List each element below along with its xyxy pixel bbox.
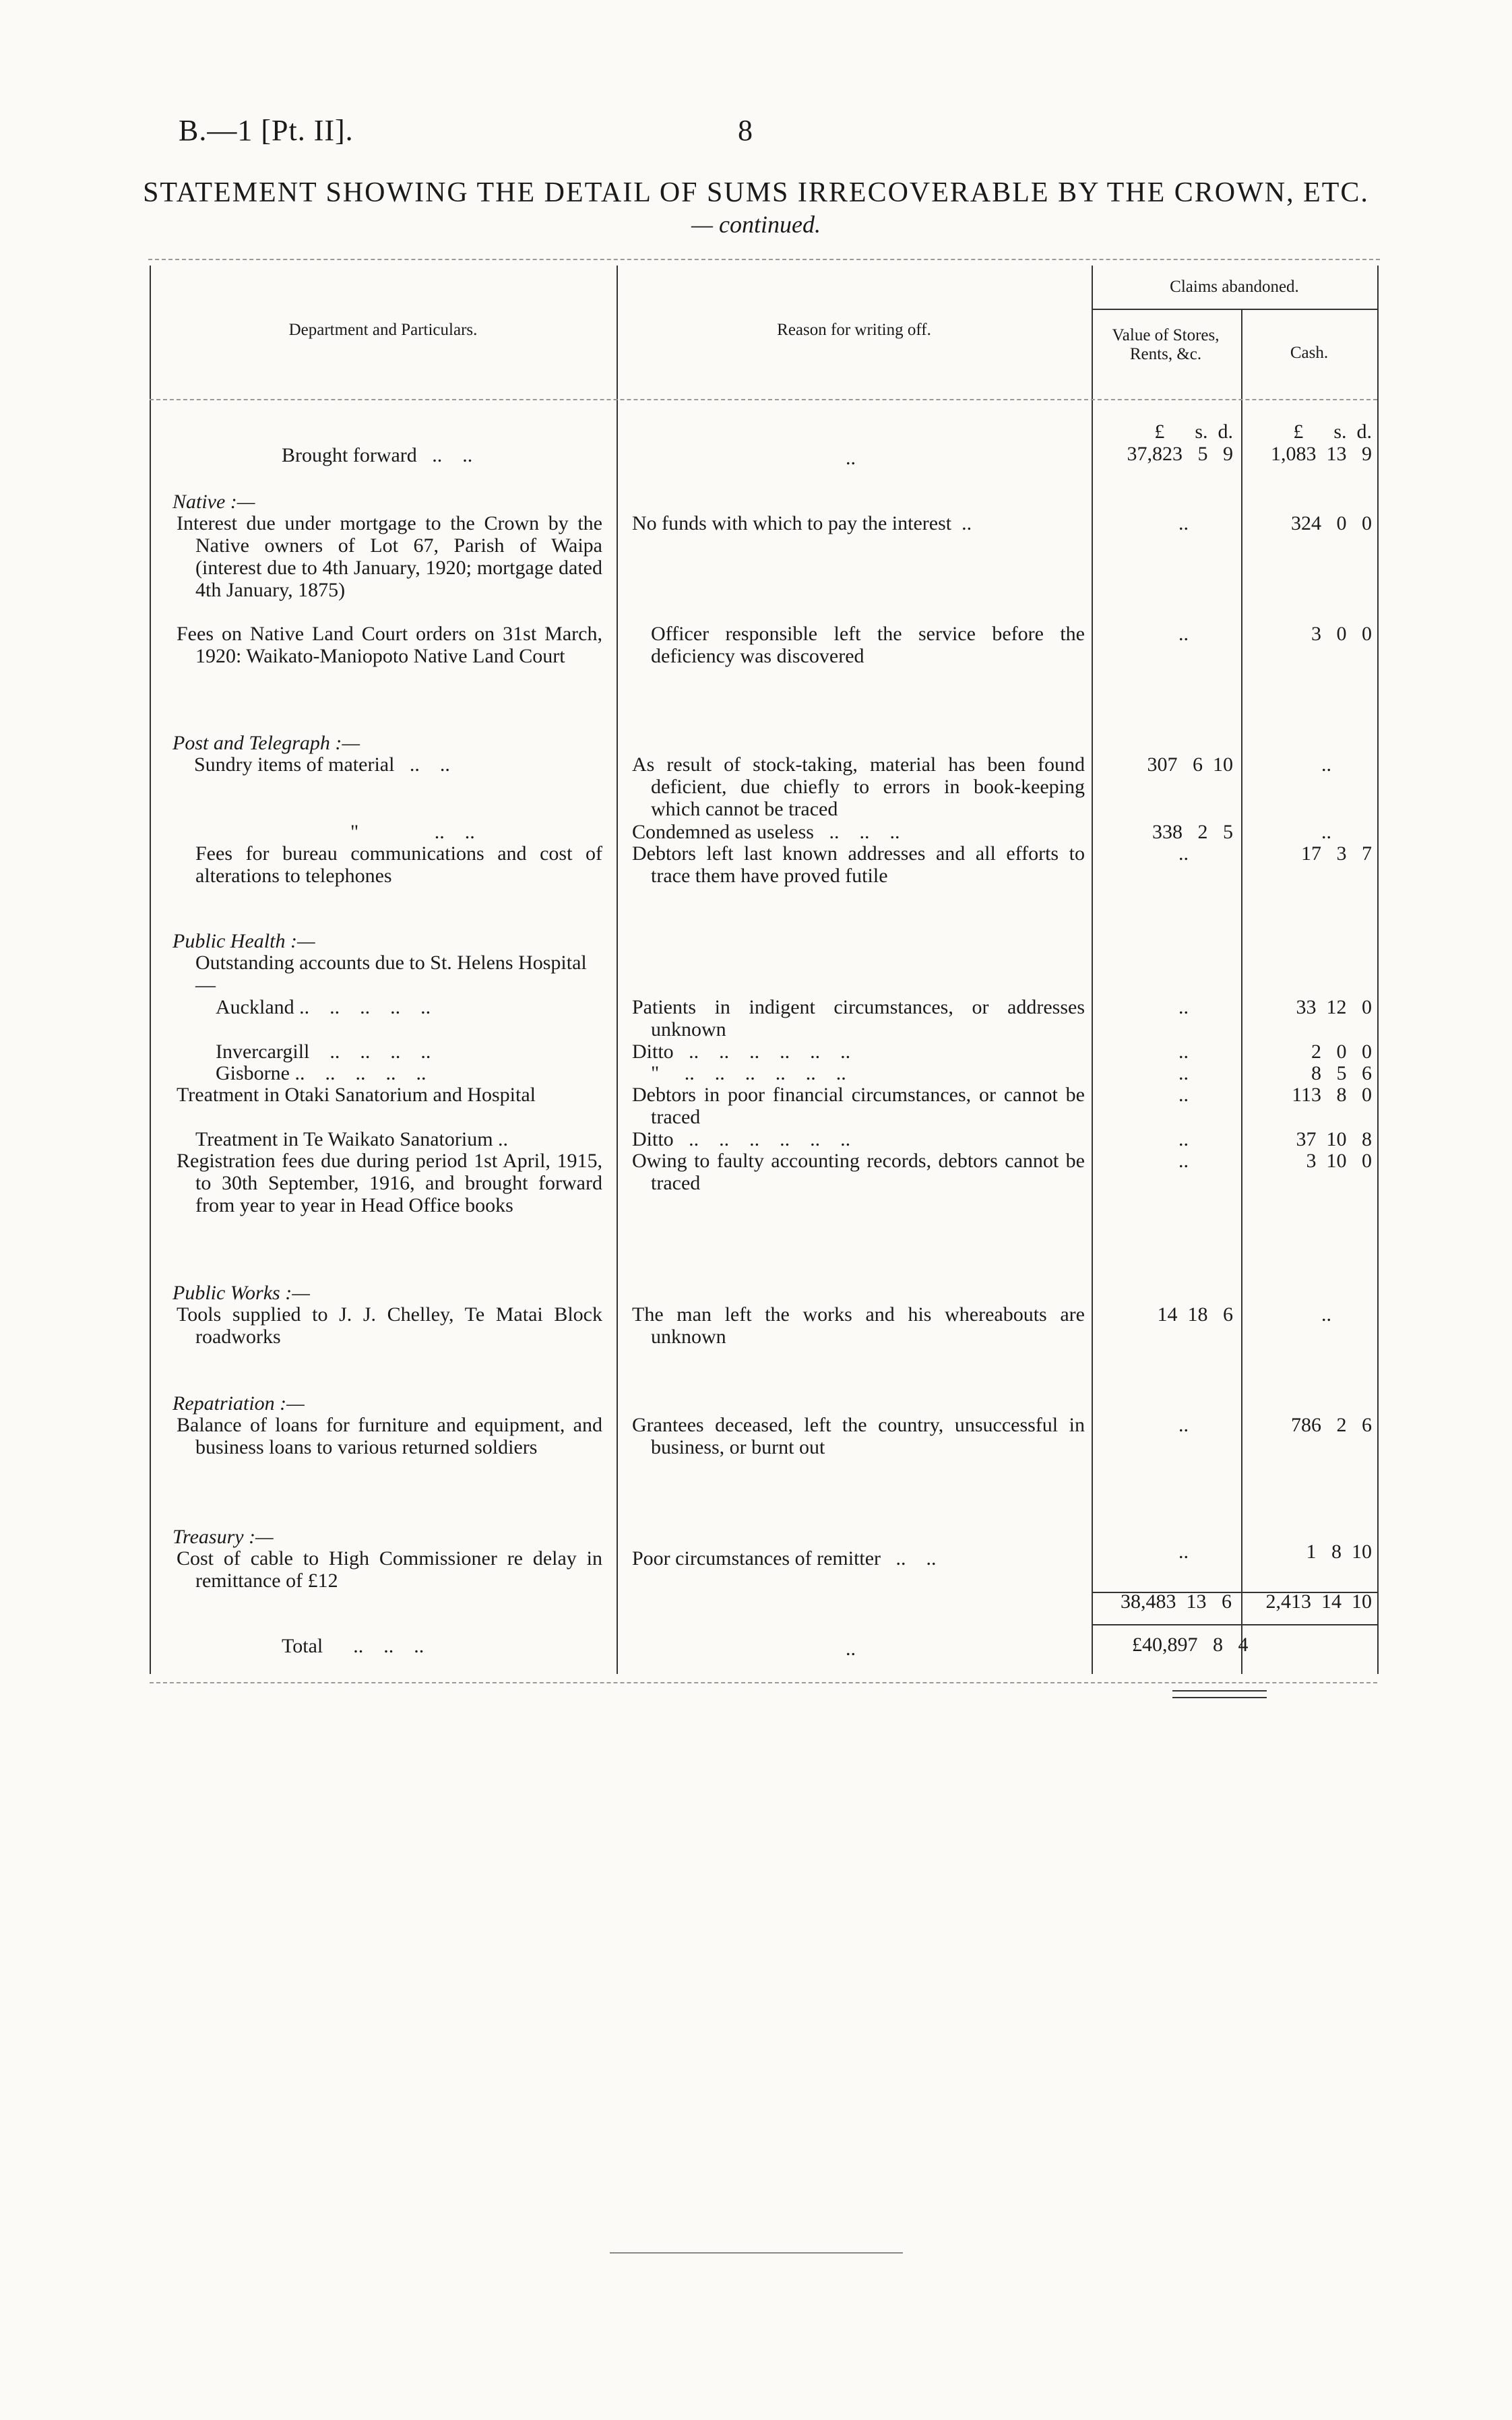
treasury-stores-cable: .. <box>1178 1541 1189 1563</box>
brought-forward-cash: 1,083 13 9 <box>1271 443 1372 465</box>
page-subtitle: — continued. <box>691 211 821 238</box>
section-heading-treasury: Treasury :— <box>172 1526 274 1548</box>
health-item-st-helens: Outstanding accounts due to St. Helens Hospital— <box>195 952 587 996</box>
repatriation-stores-loans: .. <box>1178 1414 1189 1436</box>
treasury-reason-cable: Poor circumstances of remitter .. .. <box>632 1547 937 1570</box>
health-stores-waikato: .. <box>1178 1128 1189 1150</box>
native-stores-mortgage: .. <box>1178 512 1189 534</box>
grand-total: £40,897 8 4 <box>1132 1634 1249 1656</box>
works-reason-tools: The man left the works and his whereabouts are unknown <box>632 1303 1085 1348</box>
health-item-waikato: Treatment in Te Waikato Sanatorium .. <box>195 1128 509 1150</box>
health-stores-gisborne: .. <box>1178 1062 1189 1084</box>
section-heading-repatriation: Repatriation :— <box>172 1392 305 1415</box>
health-cash-auckland: 33 12 0 <box>1296 996 1372 1018</box>
page-rule <box>610 2252 903 2254</box>
repatriation-cash-loans: 786 2 6 <box>1291 1414 1372 1436</box>
post-item-fees: Fees for bureau communications and cost of alterations to telephones <box>195 842 602 887</box>
health-cash-otaki: 113 8 0 <box>1292 1084 1372 1106</box>
units-cash: £ s. d. <box>1293 421 1372 443</box>
report-reference: B.—1 [Pt. II]. <box>179 114 354 147</box>
health-item-invercargill: Invercargill .. .. .. .. <box>216 1041 431 1063</box>
section-heading-post: Post and Telegraph :— <box>172 732 360 754</box>
column-header-stores: Value of Stores, Rents, &c. <box>1112 326 1220 363</box>
native-cash-fees: 3 0 0 <box>1311 623 1372 645</box>
health-item-registration: Registration fees due during period 1st April, 1915, to 30th September, 1916, and brought forward from year to year in Head Office books <box>177 1150 602 1216</box>
post-item-ditto: " .. .. <box>350 821 475 843</box>
health-stores-auckland: .. <box>1178 996 1189 1018</box>
repatriation-item-loans: Balance of loans for furniture and equipment, and business loans to various returned soldiers <box>177 1414 602 1458</box>
column-header-cash: Cash. <box>1290 344 1329 362</box>
native-item-mortgage: Interest due under mortgage to the Crown by the Native owners of Lot 67, Parish of Waipa (interest due to 4th January, 1920; mortgage dated 4th January, 1875) <box>177 512 602 601</box>
treasury-item-cable: Cost of cable to High Commissioner re delay in remittance of £12 <box>177 1547 602 1592</box>
health-item-auckland: Auckland .. .. .. .. .. <box>216 996 431 1018</box>
repatriation-reason-loans: Grantees deceased, left the country, unsuccessful in business, or burnt out <box>632 1414 1085 1458</box>
works-item-tools: Tools supplied to J. J. Chelley, Te Matai Block roadworks <box>177 1303 602 1348</box>
section-heading-works: Public Works :— <box>172 1282 310 1304</box>
column-header-department: Department and Particulars. <box>288 321 478 339</box>
post-reason-material: As result of stock-taking, material has been found deficient, due chiefly to errors in book-keeping which cannot be traced <box>632 753 1085 820</box>
health-reason-waikato: Ditto .. .. .. .. .. .. <box>632 1128 851 1150</box>
native-cash-mortgage: 324 0 0 <box>1291 512 1372 534</box>
works-stores-tools: 14 18 6 <box>1157 1303 1233 1326</box>
subtotal-stores: 38,483 13 6 <box>1121 1590 1232 1613</box>
treasury-cash-cable: 1 8 10 <box>1306 1541 1372 1563</box>
health-reason-auckland: Patients in indigent circumstances, or addresses unknown <box>632 996 1085 1041</box>
health-cash-invercargill: 2 0 0 <box>1311 1041 1372 1063</box>
health-stores-invercargill: .. <box>1178 1041 1189 1063</box>
post-reason-fees: Debtors left last known addresses and all efforts to trace them have proved futile <box>632 842 1085 887</box>
brought-forward-stores: 37,823 5 9 <box>1127 443 1233 465</box>
page-title: STATEMENT SHOWING THE DETAIL OF SUMS IRRECOVERABLE BY THE CROWN, ETC. <box>143 177 1369 208</box>
native-reason-mortgage: No funds with which to pay the interest .. <box>632 512 972 534</box>
subtotal-cash: 2,413 14 10 <box>1265 1590 1372 1613</box>
health-item-gisborne: Gisborne .. .. .. .. .. <box>216 1062 427 1084</box>
section-heading-health: Public Health :— <box>172 930 315 952</box>
post-item-material: Sundry items of material .. .. <box>194 753 450 776</box>
post-cash-material: .. <box>1321 753 1331 776</box>
health-reason-otaki: Debtors in poor financial circumstances, or cannot be traced <box>632 1084 1085 1128</box>
health-stores-otaki: .. <box>1178 1084 1189 1106</box>
health-stores-registration: .. <box>1178 1150 1189 1172</box>
total-reason: .. <box>846 1638 856 1660</box>
brought-forward-reason: .. <box>846 447 856 469</box>
health-cash-gisborne: 8 5 6 <box>1311 1062 1372 1084</box>
brought-forward-label: Brought forward .. .. <box>282 444 473 466</box>
post-stores-condemned: 338 2 5 <box>1152 821 1233 843</box>
column-header-claims: Claims abandoned. <box>1170 278 1299 296</box>
health-reason-invercargill: Ditto .. .. .. .. .. .. <box>632 1041 851 1063</box>
column-header-reason: Reason for writing off. <box>777 321 931 339</box>
health-reason-gisborne: " .. .. .. .. .. .. <box>651 1062 846 1084</box>
post-stores-material: 307 6 10 <box>1147 753 1233 776</box>
native-reason-fees: Officer responsible left the service before the deficiency was discovered <box>651 623 1085 667</box>
post-cash-fees: 17 3 7 <box>1301 842 1372 865</box>
units-stores: £ s. d. <box>1154 421 1233 443</box>
post-stores-fees: .. <box>1178 842 1189 865</box>
post-reason-condemned: Condemned as useless .. .. .. <box>632 821 900 843</box>
works-cash-tools: .. <box>1321 1303 1331 1326</box>
total-label: Total .. .. .. <box>282 1635 424 1657</box>
health-cash-registration: 3 10 0 <box>1306 1150 1372 1172</box>
native-stores-fees: .. <box>1178 623 1189 645</box>
health-reason-registration: Owing to faulty accounting records, debtors cannot be traced <box>632 1150 1085 1194</box>
page-number: 8 <box>738 114 753 147</box>
native-item-fees: Fees on Native Land Court orders on 31st March, 1920: Waikato-Maniopoto Native Land Court <box>177 623 602 667</box>
health-cash-waikato: 37 10 8 <box>1296 1128 1372 1150</box>
post-cash-condemned: .. <box>1321 821 1331 843</box>
health-item-otaki: Treatment in Otaki Sanatorium and Hospital <box>177 1084 536 1106</box>
section-heading-native: Native :— <box>172 491 255 513</box>
